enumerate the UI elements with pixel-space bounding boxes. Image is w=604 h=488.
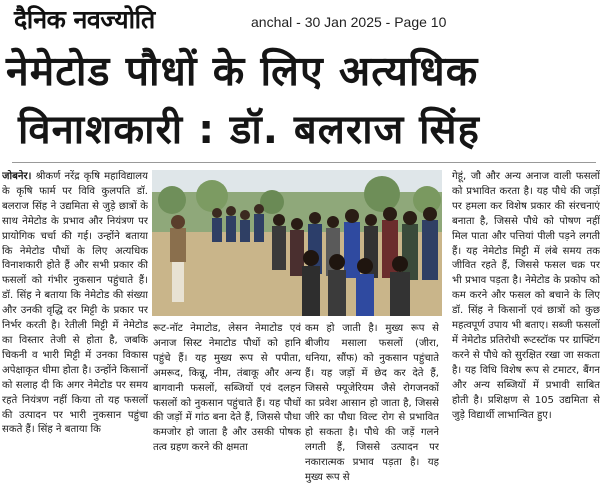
article-photo bbox=[152, 170, 442, 316]
newspaper-name: दैनिक नवज्योति bbox=[14, 5, 155, 34]
edition-info: anchal - 30 Jan 2025 - Page 10 bbox=[251, 14, 447, 30]
article-column-2 bbox=[153, 322, 301, 486]
photo-students-in-field bbox=[152, 170, 442, 316]
column-2-text: रूट-नॉट नेमाटोड, लेसन नेमाटोड एवं अनाज सिस्ट नेमाटोड पौधों को हानि पहुंचे हैं। यह मुख्य रूप से पपीता, अमरूद, किन्नू, नीम, तंबाकू और अन्य बागवानी फसलों, सब्जियों एवं दलहन फसलों को नुकसान पहुंचाते हैं। यह पौधों की जड़ों में गांठ बना देते हैं, जिससे पौधा कमजोर हो जाता है और उसकी पोषक तत्व ग्रहण करने की क्षमता bbox=[153, 323, 301, 454]
dateline: जोबनेर। bbox=[2, 171, 32, 182]
headline-line-2: विनाशकारी : डॉ. बलराज सिंह bbox=[18, 107, 480, 153]
column-3-text: कम हो जाती है। मुख्य रूप से बीजीय मसाला फसलों (जीरा, धनिया, सौंफ) को नुकसान पहुंचाते हैं। यह जड़ों में छेद कर देते हैं, जिससे फ्यूजेरियम जैसे रोगजनकों का प्रवेश आसान हो जाता है, जिससे जीरे का पौधा विल्ट रोग से प्रभावित हो सकता है। पौधे की जड़ें गलने लगती हैं, जिससे उत्पादन पर नकारात्मक प्रभाव पड़ता है। यह मुख्य रूप से bbox=[305, 323, 439, 484]
article-column-3 bbox=[305, 322, 439, 486]
column-1-text: श्रीकर्ण नरेंद्र कृषि महाविद्यालय के कृषि फार्म पर विवि कुलपति डॉ. बलराज सिंह ने उद्यमिता से जुड़े छात्रों के साथ नेमेटोड के प्रभाव और नियंत्रण पर प्रायोगिक चर्चा की गई। उन्होंने बताया कि नेमेटोड पौधों के लिए अत्यधिक विनाशकारी होते हैं और सभी प्रकार की फसलों को गंभीर नुकसान पहुंचाते हैं। डॉ. सिंह ने बताया कि नेमेटोड की संख्या और उनकी वृद्धि दर मिट्टी के प्रकार पर निर्भर करती है। रेतीली मिट्टी में नेमेटोड का विस्तार तेजी से होता है, जबकि चिकनी व भारी मिट्टी में उनका विकास अपेक्षाकृत धीमा होता है। उन्होंने किसानों को सलाह दी कि अगर नेमेटोड पर समय रहते नियंत्रण नहीं किया तो यह फसलों की उत्पादन पर भारी नुकसान पहुंचा सकते हैं। सिंह ने बताया कि bbox=[2, 171, 148, 436]
headline-line-1: नेमेटोड पौधों के लिए अत्यधिक bbox=[6, 47, 479, 95]
headline-divider bbox=[12, 162, 596, 163]
article-column-4 bbox=[452, 170, 600, 486]
column-4-text: गेहूं, जौ और अन्य अनाज वाली फसलों को प्रभावित करता है। यह पौधे की जड़ों पर हमला कर विशेष प्रकार की संरचनाएं बनाता है, जिससे पौधे को पोषण नहीं मिल पाता और पत्तियां पीली पड़ने लगती हैं। यह नेमेटोड मिट्टी में लंबे समय तक जीवित रहते हैं, जिससे फसल चक्र पर भी प्रभाव पड़ता है। नेमेटोड के प्रकोप को कम करने और फसल को बचाने के लिए डॉ. सिंह ने किसानों एवं छात्रों को कुछ महत्वपूर्ण उपाय भी बताए। सब्जी फसलों में नेमेटोड प्रतिरोधी रूटस्टॉक पर ग्राफ्टिंग करने से पौधे को सुरक्षित रखा जा सकता है। यह विधि विशेष रूप से टमाटर, बैंगन और अन्य सब्जियों में प्रभावी साबित होती है। प्रशिक्षण से 105 उद्यमिता से जुड़े विद्यार्थी लाभान्वित हुए। bbox=[452, 171, 600, 421]
article-column-1 bbox=[2, 170, 148, 486]
newspaper-masthead bbox=[8, 2, 598, 38]
